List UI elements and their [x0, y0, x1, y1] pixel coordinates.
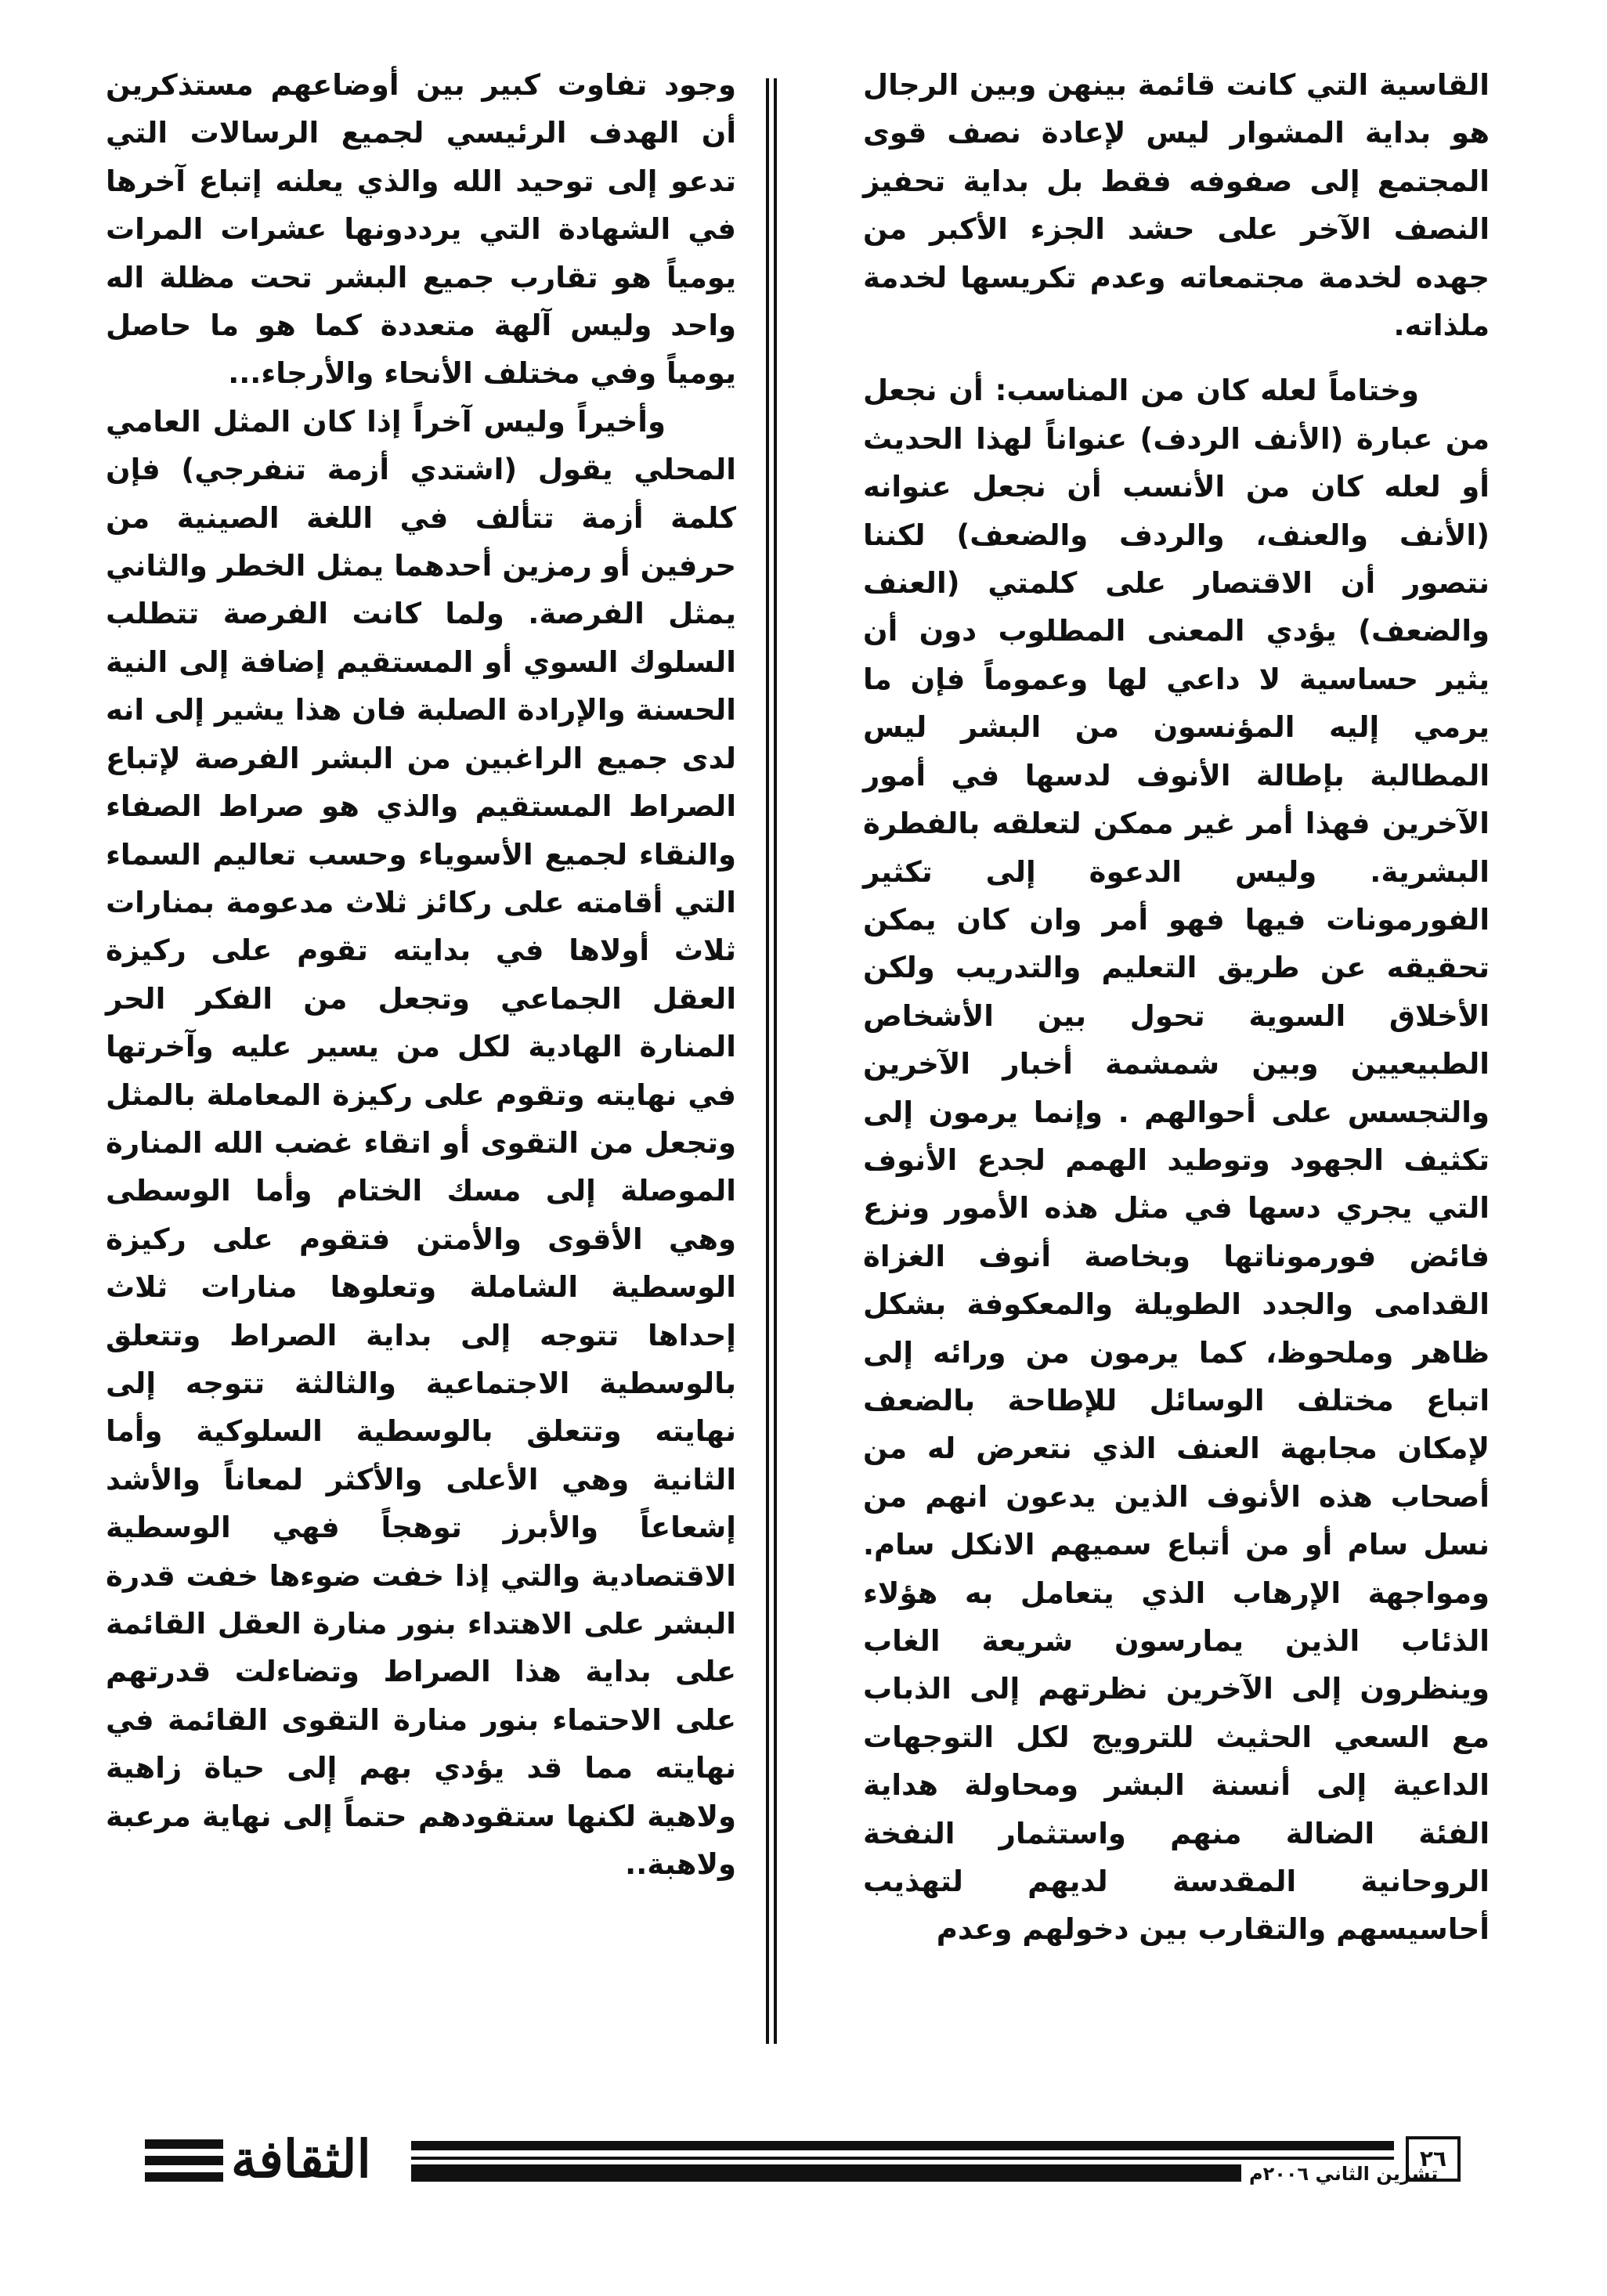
magazine-logo: الثقافة: [231, 2128, 371, 2190]
page-footer: [145, 2128, 1484, 2190]
page-number: ٢٦: [1406, 2136, 1461, 2182]
issue-date: تشرين الثاني ٢٠٠٦م: [1241, 2163, 1446, 2185]
footer-rule: [411, 2141, 1394, 2150]
paragraph: وأخيراً وليس آخراً إذا كان المثل العامي المحلي يقول (اشتدي أزمة تنفرجي) فإن كلمة أزمة تتألف في اللغة الصينية من حرفين أو رمزين أحدهما يمثل الخطر والثاني يمثل الفرصة. ولما كانت الفرصة تتطلب السلوك السوي أو المستقيم إضافة إلى النية الحسنة والإرادة الصلبة فان هذا يشير إلى انه لدى جميع الراغبين من البشر الفرصة لإتباع الصراط المستقيم والذي هو صراط الصفاء والنقاء لجميع الأسوياء وحسب تعاليم السماء التي أقامته على ركائز ثلاث مدعومة بمنارات ثلاث أولاها في بدايته تقوم على ركيزة العقل الجماعي وتجعل من الفكر الحر المنارة الهادية لكل من يسير عليه وآخرتها في نهايته وتقوم على ركيزة المعاملة بالمثل وتجعل من التقوى أو اتقاء غضب الله المنارة الموصلة إلى مسك الختام وأما الوسطى وهي الأقوى والأمتن فتقوم على ركيزة الوسطية الشاملة وتعلوها منارات ثلاث إحداها تتوجه إلى بداية الصراط وتتعلق بالوسطية الاجتماعية والثالثة تتوجه إلى نهايته وتتعلق بالوسطية السلوكية وأما الثانية وهي الأعلى والأكثر لمعاناً والأشد إشعاعاً والأبرز توهجاً فهي الوسطية الاقتصادية والتي إذا خفت ضوءها خفت قدرة البشر على الاهتداء بنور منارة العقل القائمة على بداية هذا الصراط وتضاءلت قدرتهم على الاحتماء بنور منارة التقوى القائمة في نهايته مما قد يؤدي بهم إلى حياة زاهية ولاهية لكنها ستقودهم حتماً إلى نهاية مرعبة ولاهبة..: [106, 404, 736, 1882]
brand-bars-decoration: [145, 2139, 223, 2182]
footer-rule: [411, 2157, 1394, 2160]
right-column: [863, 61, 1490, 1954]
left-column: [106, 61, 736, 1888]
column-divider: [766, 78, 777, 2044]
paragraph: القاسية التي كانت قائمة بينهن وبين الرجال هو بداية المشوار ليس لإعادة نصف قوى المجتمع إلى صفوفه فقط بل بداية تحفيز النصف الآخر على حشد الجزء الأكبر من جهده لخدمة مجتمعاته وعدم تكريسها لخدمة ملذاته.: [863, 68, 1490, 343]
paragraph: وختاماً لعله كان من المناسب: أن نجعل من عبارة (الأنف الردف) عنواناً لهذا الحديث أو لعله كان من الأنسب أن نجعل عنوانه (الأنف والعنف، والردف والضعف) لكننا نتصور أن الاقتصار على كلمتي (العنف والضعف) يؤدي المعنى المطلوب دون أن يثير حساسية لا داعي لها وعموماً فإن ما يرمي إليه المؤنسون من البشر ليس المطالبة بإطالة الأنوف لدسها في أمور الآخرين فهذا أمر غير ممكن لتعلقه بالفطرة البشرية. وليس الدعوة إلى تكثير الفورمونات فيها فهو أمر وان كان يمكن تحقيقه عن طريق التعليم والتدريب ولكن الأخلاق السوية تحول بين الأشخاص الطبيعيين وبين شمشمة أخبار الآخرين والتجسس على أحوالهم . وإنما يرمون إلى تكثيف الجهود وتوطيد الهمم لجدع الأنوف التي يجري دسها في مثل هذه الأمور ونزع فائض فورموناتها وبخاصة أنوف الغزاة القدامى والجدد الطويلة والمعكوفة بشكل ظاهر وملحوظ، كما يرمون من ورائه إلى اتباع مختلف الوسائل للإطاحة بالضعف لإمكان مجابهة العنف الذي نتعرض له من أصحاب هذه الأنوف الذين يدعون انهم من نسل سام أو من أتباع سميهم الانكل سام. ومواجهة الإرهاب الذي يتعامل به هؤلاء الذئاب الذين يمارسون شريعة الغاب وينظرون إلى الآخرين نظرتهم إلى الذباب مع السعي الحثيث للترويج لكل التوجهات الداعية إلى أنسنة البشر ومحاولة هداية الفئة الضالة منهم واستثمار النفخة الروحانية المقدسة لديهم لتهذيب أحاسيسهم والتقارب بين دخولهم وعدم: [863, 374, 1490, 1947]
paragraph: وجود تفاوت كبير بين أوضاعهم مستذكرين أن الهدف الرئيسي لجميع الرسالات التي تدعو إلى توحيد الله والذي يعلنه إتباع آخرها في الشهادة التي يرددونها عشرات المرات يومياً هو تقارب جميع البشر تحت مظلة اله واحد وليس آلهة متعددة كما هو ما حاصل يومياً وفي مختلف الأنحاء والأرجاء...: [106, 68, 736, 391]
